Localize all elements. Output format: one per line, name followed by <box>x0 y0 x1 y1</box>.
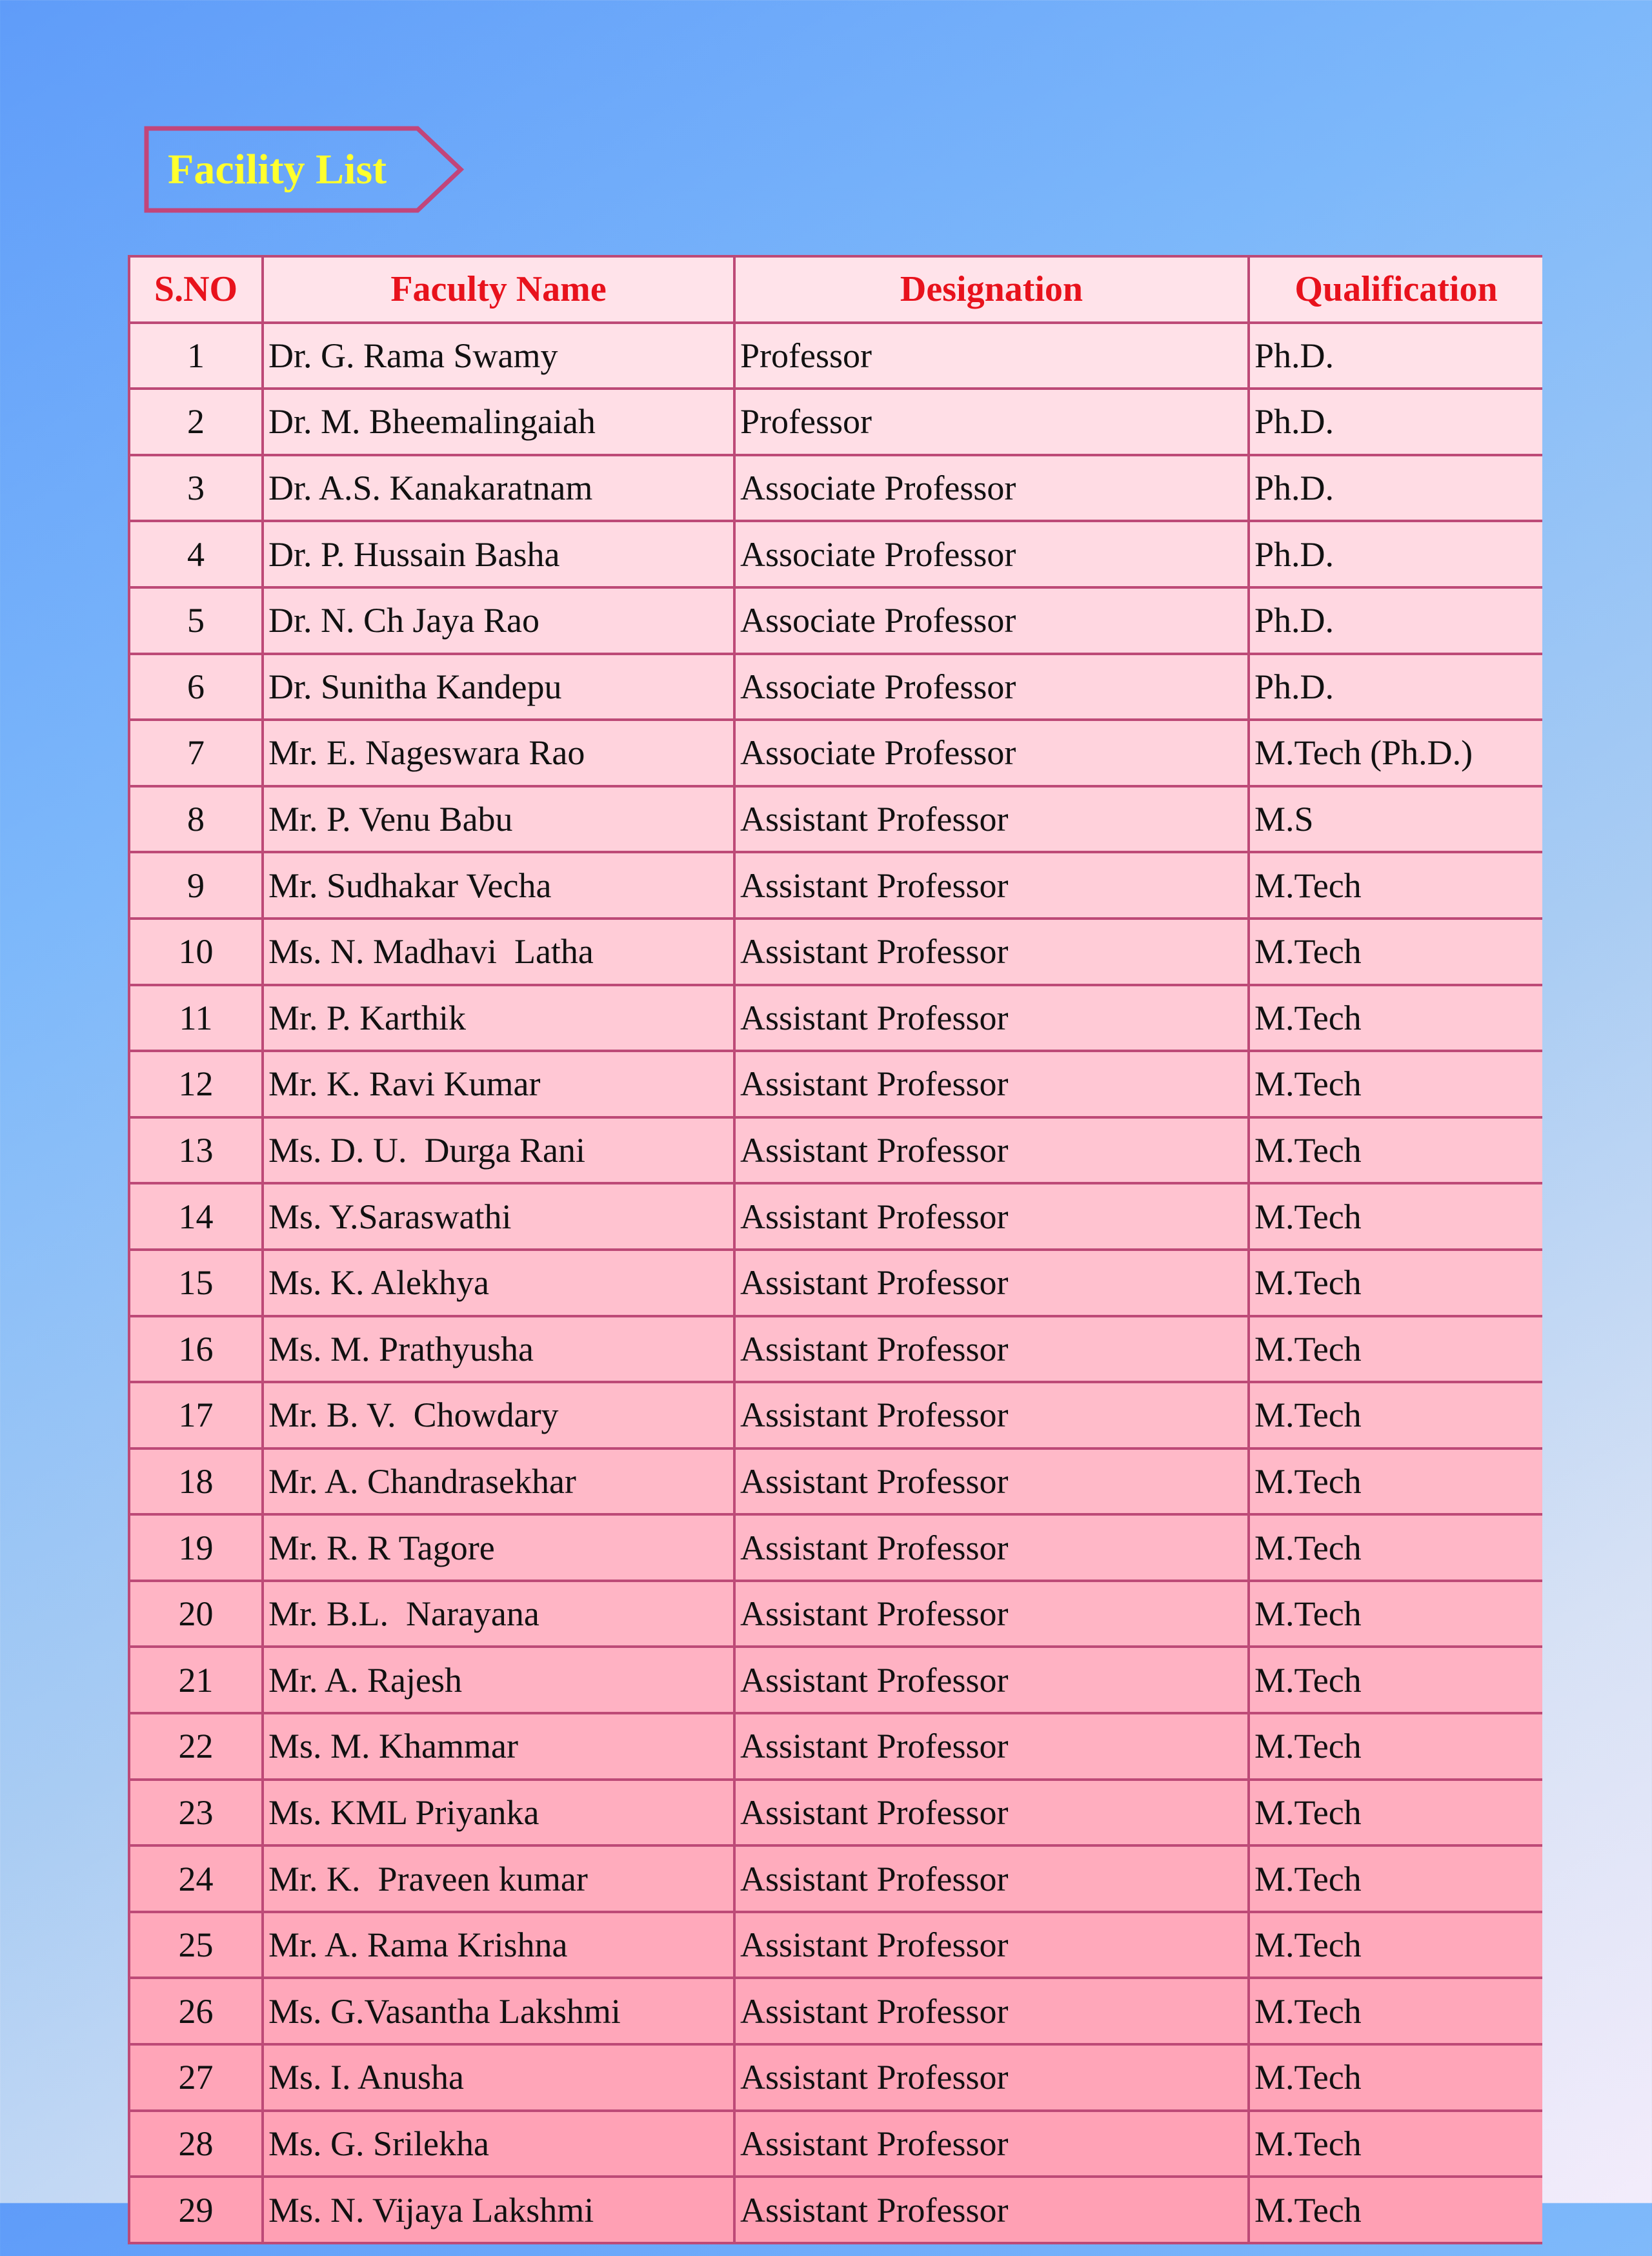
sno-cell: 1 <box>129 323 263 389</box>
designation-cell: Assistant Professor <box>734 1183 1249 1250</box>
sno-cell: 8 <box>129 786 263 853</box>
sno-cell: 20 <box>129 1581 263 1647</box>
designation-cell: Associate Professor <box>734 587 1249 654</box>
table-row <box>129 2177 1542 2243</box>
sno-cell: 28 <box>129 2111 263 2177</box>
qualification-cell: M.Tech <box>1249 2111 1542 2177</box>
table-row <box>129 654 1542 720</box>
qualification-cell: Ph.D. <box>1249 389 1542 455</box>
table-row <box>129 1382 1542 1448</box>
sno-cell: 11 <box>129 985 263 1052</box>
designation-cell: Associate Professor <box>734 521 1249 587</box>
qualification-cell: Ph.D. <box>1249 521 1542 587</box>
table-row <box>129 852 1542 919</box>
qualification-cell: M.Tech <box>1249 1647 1542 1713</box>
faculty-name-cell: Dr. N. Ch Jaya Rao <box>263 587 734 654</box>
designation-cell: Assistant Professor <box>734 1448 1249 1515</box>
designation-cell: Professor <box>734 323 1249 389</box>
qualification-cell: M.Tech <box>1249 1978 1542 2044</box>
table-row <box>129 919 1542 985</box>
qualification-cell: M.Tech <box>1249 1250 1542 1316</box>
qualification-cell: M.Tech <box>1249 919 1542 985</box>
table-row <box>129 1183 1542 1250</box>
table-row <box>129 587 1542 654</box>
designation-cell: Assistant Professor <box>734 1780 1249 1846</box>
qualification-cell: M.Tech <box>1249 1316 1542 1383</box>
table-row <box>129 1845 1542 1912</box>
sno-cell: 24 <box>129 1845 263 1912</box>
table-row <box>129 720 1542 786</box>
sno-cell: 19 <box>129 1514 263 1581</box>
table-row <box>129 1581 1542 1647</box>
faculty-name-cell: Ms. I. Anusha <box>263 2044 734 2111</box>
sno-cell: 27 <box>129 2044 263 2111</box>
sno-cell: 2 <box>129 389 263 455</box>
faculty-name-cell: Dr. G. Rama Swamy <box>263 323 734 389</box>
faculty-table <box>128 255 1542 2244</box>
designation-cell: Associate Professor <box>734 654 1249 720</box>
table-row <box>129 1051 1542 1117</box>
faculty-name-cell: Mr. P. Karthik <box>263 985 734 1052</box>
qualification-cell: M.S <box>1249 786 1542 853</box>
column-header-designation: Designation <box>734 256 1249 323</box>
table-row <box>129 1250 1542 1316</box>
page-title: Facility List <box>168 146 387 193</box>
qualification-cell: M.Tech <box>1249 1514 1542 1581</box>
faculty-name-cell: Mr. R. R Tagore <box>263 1514 734 1581</box>
faculty-name-cell: Ms. D. U. Durga Rani <box>263 1117 734 1184</box>
faculty-name-cell: Dr. M. Bheemalingaiah <box>263 389 734 455</box>
sno-cell: 17 <box>129 1382 263 1448</box>
faculty-name-cell: Ms. G.Vasantha Lakshmi <box>263 1978 734 2044</box>
faculty-name-cell: Ms. K. Alekhya <box>263 1250 734 1316</box>
designation-cell: Associate Professor <box>734 455 1249 522</box>
faculty-name-cell: Ms. G. Srilekha <box>263 2111 734 2177</box>
designation-cell: Assistant Professor <box>734 2044 1249 2111</box>
table-row <box>129 323 1542 389</box>
table-row <box>129 2044 1542 2111</box>
faculty-name-cell: Dr. A.S. Kanakaratnam <box>263 455 734 522</box>
table-row <box>129 389 1542 455</box>
qualification-cell: M.Tech <box>1249 1448 1542 1515</box>
faculty-name-cell: Ms. M. Prathyusha <box>263 1316 734 1383</box>
sno-cell: 7 <box>129 720 263 786</box>
designation-cell: Assistant Professor <box>734 2111 1249 2177</box>
faculty-name-cell: Ms. M. Khammar <box>263 1713 734 1780</box>
qualification-cell: M.Tech <box>1249 852 1542 919</box>
qualification-cell: M.Tech <box>1249 1117 1542 1184</box>
qualification-cell: M.Tech <box>1249 1581 1542 1647</box>
sno-cell: 9 <box>129 852 263 919</box>
qualification-cell: M.Tech <box>1249 1713 1542 1780</box>
qualification-cell: M.Tech <box>1249 2177 1542 2243</box>
table-row <box>129 1316 1542 1383</box>
qualification-cell: Ph.D. <box>1249 587 1542 654</box>
designation-cell: Assistant Professor <box>734 2177 1249 2243</box>
designation-cell: Assistant Professor <box>734 1581 1249 1647</box>
table-row <box>129 2111 1542 2177</box>
faculty-name-cell: Mr. B.L. Narayana <box>263 1581 734 1647</box>
qualification-cell: Ph.D. <box>1249 654 1542 720</box>
faculty-name-cell: Mr. K. Praveen kumar <box>263 1845 734 1912</box>
qualification-cell: Ph.D. <box>1249 323 1542 389</box>
designation-cell: Assistant Professor <box>734 985 1249 1052</box>
sno-cell: 14 <box>129 1183 263 1250</box>
qualification-cell: M.Tech <box>1249 2044 1542 2111</box>
designation-cell: Assistant Professor <box>734 1514 1249 1581</box>
table-body <box>129 323 1542 2243</box>
sno-cell: 5 <box>129 587 263 654</box>
faculty-name-cell: Mr. K. Ravi Kumar <box>263 1051 734 1117</box>
sno-cell: 22 <box>129 1713 263 1780</box>
faculty-name-cell: Dr. Sunitha Kandepu <box>263 654 734 720</box>
table-row <box>129 455 1542 522</box>
qualification-cell: M.Tech <box>1249 1780 1542 1846</box>
sno-cell: 13 <box>129 1117 263 1184</box>
page-title-banner <box>143 125 466 214</box>
sno-cell: 12 <box>129 1051 263 1117</box>
faculty-table-container <box>128 255 1542 2256</box>
qualification-cell: M.Tech <box>1249 1912 1542 1978</box>
sno-cell: 26 <box>129 1978 263 2044</box>
table-row <box>129 1117 1542 1184</box>
column-header-qualification: Qualification <box>1249 256 1542 323</box>
designation-cell: Assistant Professor <box>734 1382 1249 1448</box>
sno-cell: 4 <box>129 521 263 587</box>
designation-cell: Assistant Professor <box>734 786 1249 853</box>
column-header-faculty-name: Faculty Name <box>263 256 734 323</box>
sno-cell: 21 <box>129 1647 263 1713</box>
designation-cell: Assistant Professor <box>734 1713 1249 1780</box>
faculty-name-cell: Mr. A. Chandrasekhar <box>263 1448 734 1515</box>
faculty-name-cell: Mr. E. Nageswara Rao <box>263 720 734 786</box>
faculty-name-cell: Dr. P. Hussain Basha <box>263 521 734 587</box>
qualification-cell: M.Tech <box>1249 1051 1542 1117</box>
designation-cell: Professor <box>734 389 1249 455</box>
faculty-name-cell: Ms. KML Priyanka <box>263 1780 734 1846</box>
designation-cell: Assistant Professor <box>734 1250 1249 1316</box>
sno-cell: 3 <box>129 455 263 522</box>
qualification-cell: M.Tech <box>1249 1382 1542 1448</box>
table-row <box>129 786 1542 853</box>
column-header-sno: S.NO <box>129 256 263 323</box>
designation-cell: Assistant Professor <box>734 919 1249 985</box>
table-row <box>129 1780 1542 1846</box>
designation-cell: Associate Professor <box>734 720 1249 786</box>
sno-cell: 16 <box>129 1316 263 1383</box>
designation-cell: Assistant Professor <box>734 1117 1249 1184</box>
faculty-name-cell: Ms. N. Vijaya Lakshmi <box>263 2177 734 2243</box>
faculty-name-cell: Ms. N. Madhavi Latha <box>263 919 734 985</box>
designation-cell: Assistant Professor <box>734 1912 1249 1978</box>
qualification-cell: M.Tech <box>1249 1845 1542 1912</box>
table-row <box>129 521 1542 587</box>
table-row <box>129 1713 1542 1780</box>
table-row <box>129 1448 1542 1515</box>
table-row <box>129 1912 1542 1978</box>
qualification-cell: Ph.D. <box>1249 455 1542 522</box>
faculty-name-cell: Mr. P. Venu Babu <box>263 786 734 853</box>
designation-cell: Assistant Professor <box>734 852 1249 919</box>
faculty-name-cell: Ms. Y.Saraswathi <box>263 1183 734 1250</box>
faculty-name-cell: Mr. Sudhakar Vecha <box>263 852 734 919</box>
sno-cell: 6 <box>129 654 263 720</box>
sno-cell: 29 <box>129 2177 263 2243</box>
designation-cell: Assistant Professor <box>734 1845 1249 1912</box>
qualification-cell: M.Tech (Ph.D.) <box>1249 720 1542 786</box>
sno-cell: 25 <box>129 1912 263 1978</box>
sno-cell: 18 <box>129 1448 263 1515</box>
designation-cell: Assistant Professor <box>734 1647 1249 1713</box>
table-header-row <box>129 256 1542 323</box>
qualification-cell: M.Tech <box>1249 985 1542 1052</box>
table-row <box>129 985 1542 1052</box>
faculty-name-cell: Mr. B. V. Chowdary <box>263 1382 734 1448</box>
faculty-name-cell: Mr. A. Rajesh <box>263 1647 734 1713</box>
table-row <box>129 1647 1542 1713</box>
table-row <box>129 1978 1542 2044</box>
faculty-name-cell: Mr. A. Rama Krishna <box>263 1912 734 1978</box>
table-row <box>129 1514 1542 1581</box>
sno-cell: 15 <box>129 1250 263 1316</box>
qualification-cell: M.Tech <box>1249 1183 1542 1250</box>
designation-cell: Assistant Professor <box>734 1316 1249 1383</box>
designation-cell: Assistant Professor <box>734 1978 1249 2044</box>
sno-cell: 23 <box>129 1780 263 1846</box>
designation-cell: Assistant Professor <box>734 1051 1249 1117</box>
sno-cell: 10 <box>129 919 263 985</box>
